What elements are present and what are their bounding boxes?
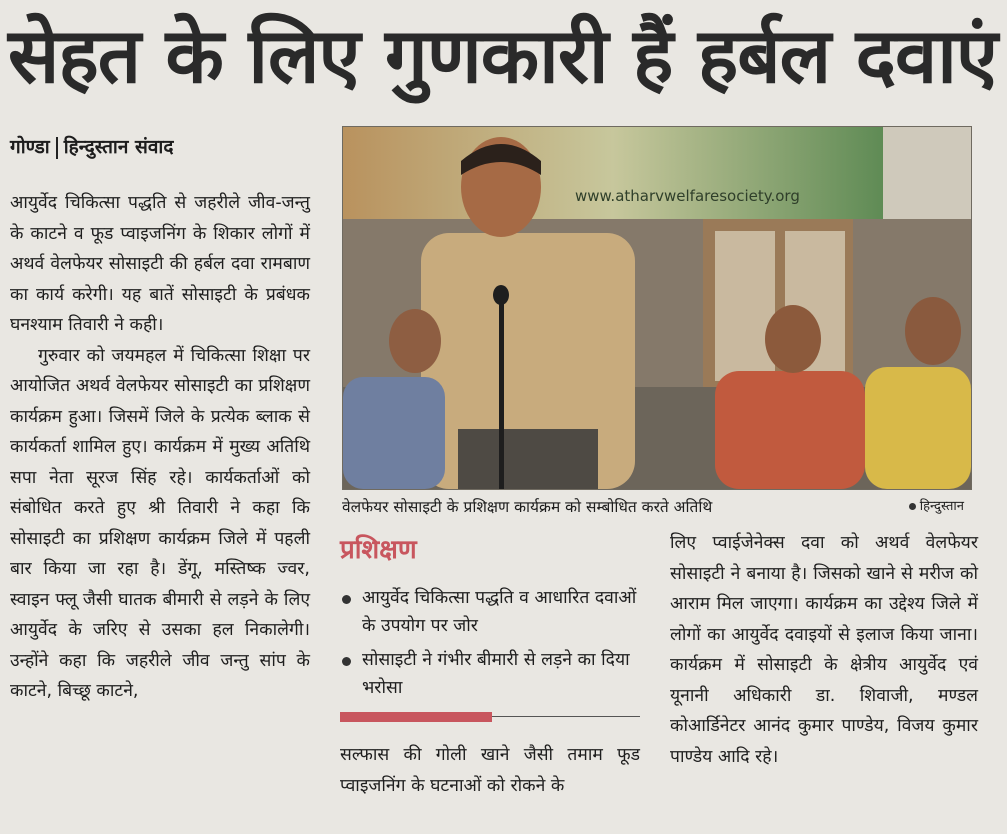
byline — [10, 130, 173, 164]
banner — [343, 127, 883, 219]
highlight-tag: प्रशिक्षण — [340, 535, 417, 565]
bullet-icon — [342, 657, 351, 666]
photo-credit — [909, 494, 964, 520]
paragraph-3: सल्फास की गोली खाने जैसी तमाम फूड प्वाइजनिंग के घटनाओं को रोकने के — [340, 745, 640, 796]
highlight-underline-bar — [340, 712, 492, 722]
article-column-3 — [670, 528, 978, 772]
highlight-bullet — [340, 584, 650, 640]
headline: सेहत के लिए गुणकारी हैं हर्बल दवाएं — [8, 11, 997, 100]
divider-rule — [492, 716, 640, 717]
paragraph-1: आयुर्वेद चिकित्सा पद्धति से जहरीले जीव-जन्तु के काटने व फूड प्वाइजनिंग के शिकार लोगों में अथर्व वेलफेयर सोसाइटी की हर्बल दवा रामबाण का कार्य करेगी। यह बातें सोसाइटी के प्रबंधक घनश्याम तिवारी ने कही। — [10, 193, 310, 335]
article-column-1 — [10, 188, 310, 707]
photo-caption — [342, 494, 970, 520]
credit-text: हिन्दुस्तान — [919, 499, 964, 514]
highlight-bullet — [340, 646, 650, 702]
paragraph-4: लिए प्वाईजेनेक्स दवा को अथर्व वेलफेयर सोसाइटी ने बनाया है। जिसको खाने से मरीज को आराम मिल जाएगा। कार्यक्रम का उद्देश्य जिले में लोगों का आयुर्वेद दवाइयों से इलाज किया जाना। कार्यक्रम में सोसाइटी के क्षेत्रीय आयुर्वेद एवं यूनानी अधिकारी डा. शिवाजी, मण्डल कोआर्डिनेटर आनंद कुमार पाण्डेय, विजय कुमार पाण्डेय आदि रहे। — [670, 533, 978, 767]
byline-source: हिन्दुस्तान संवाद — [63, 136, 174, 158]
byline-separator — [56, 137, 58, 159]
banner-url: www.atharvwelfaresociety.org — [575, 187, 800, 205]
bullet-text: सोसाइटी ने गंभीर बीमारी से लड़ने का दिया भरोसा — [362, 650, 630, 698]
byline-place: गोण्डा — [10, 136, 50, 158]
bullet-icon — [342, 595, 351, 604]
paragraph-2: गुरुवार को जयमहल में चिकित्सा शिक्षा पर आयोजित अथर्व वेलफेयर सोसाइटी का प्रशिक्षण कार्यक्रम हुआ। जिसमें जिले के प्रत्येक ब्लाक से कार्यकर्ता शामिल हुए। कार्यक्रम में मुख्य अतिथि सपा नेता सूरज सिंह रहे। कार्यकर्ताओं को संबोधित करते हुए श्री तिवारी ने कहा कि सोसाइटी का प्रशिक्षण कार्यक्रम जिले में पहली बार किया जा रहा है। डेंगू, मस्तिष्क ज्वर, स्वाइन फ्लू जैसी घातक बीमारी से लड़ने के लिए आयुर्वेद के जरिए से उसका हल निकालेगी। उन्होंने कहा कि जहरीले जीव जन्तु सांप के काटने, बिच्छू काटने, — [10, 345, 310, 701]
highlight-bullets — [340, 584, 650, 708]
article-column-2 — [340, 740, 640, 801]
event-photo-illustration — [343, 127, 971, 489]
credit-bullet-icon — [909, 503, 916, 510]
event-photo — [342, 126, 972, 490]
bullet-text: आयुर्वेद चिकित्सा पद्धति व आधारित दवाओं के उपयोग पर जोर — [362, 588, 637, 636]
caption-text: वेलफेयर सोसाइटी के प्रशिक्षण कार्यक्रम को सम्बोधित करते अतिथि — [342, 498, 713, 516]
